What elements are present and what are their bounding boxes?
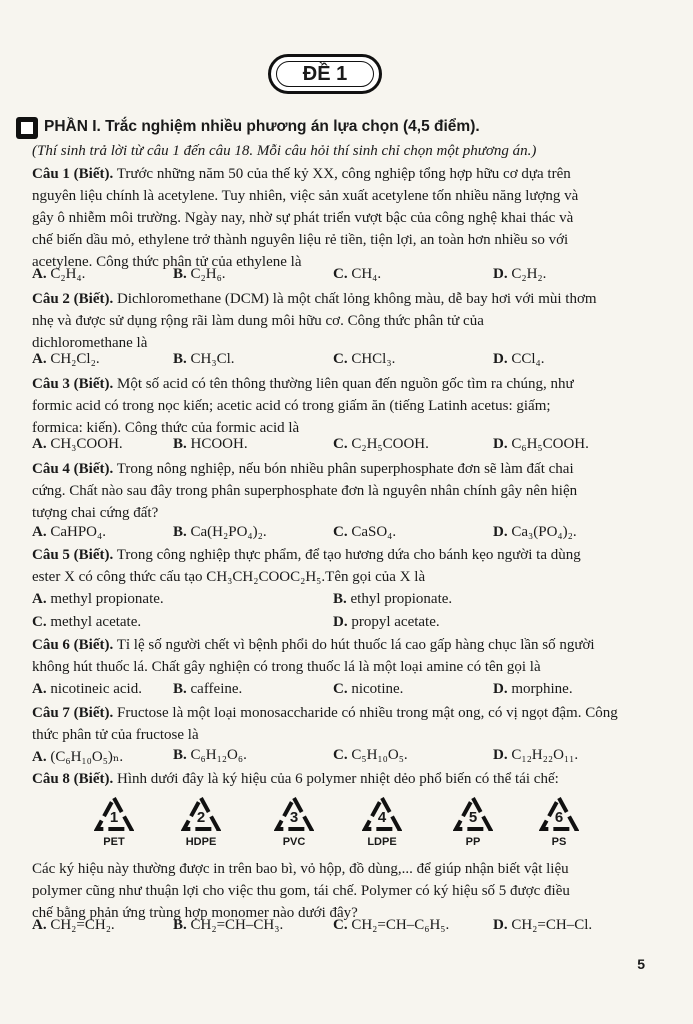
question-text: Hình dưới đây là ký hiệu của 6 polymer nhiệt dẻo phổ biến có thể tái chế: [113,771,559,787]
option-a: A. nicotineic acid. [32,681,142,697]
option-c: C. methyl acetate. [32,614,142,630]
question-text: thức phân tử của fructose là [32,727,199,743]
question-text: nguyên liệu chính là acetylene. Tuy nhiên, việc sản xuất acetylene tốn nhiều năng lượng và [32,188,579,204]
recycle-symbol-pp: 5 PP [445,795,501,855]
option-d: D. Ca₃(PO₄)₂. [493,524,577,540]
recycle-symbol-ldpe: 4 LDPE [354,795,410,855]
option-b: B. C₂H₆. [173,266,226,282]
option-b: B. ethyl propionate. [333,591,453,607]
option-d: D. propyl acetate. [333,614,440,630]
option-d: D. C₁₂H₂₂O₁₁. [493,747,579,763]
page-number: 5 [637,956,645,972]
option-d: D. C₆H₅COOH. [493,436,589,452]
question-text: Trước những năm 50 của thế kỷ XX, công nghiệp tổng hợp hữu cơ dựa trên [113,166,571,182]
question-7 [32,704,618,722]
question-text: không hút thuốc lá. Chất gây nghiện có trong thuốc lá là một loại amine có tên gọi là [32,659,541,675]
question-text: chế biến dầu mỏ, ethylene trở thành nguyên liệu rẻ tiền, tiện lợi, an toàn hơn nhiều so với [32,232,569,248]
book-icon [16,117,38,139]
question-label: Câu 8 (Biết). [32,771,114,787]
option-a: A. (C₆H₁₀O₅)ₙ. [32,749,124,765]
question-6 [32,636,595,654]
question-text: dichloromethane là [32,335,148,351]
question-label: Câu 1 (Biết). [32,166,114,182]
question-text: cứng. Chất nào sau đây trong phân superphosphate đơn là nguyên nhân chính gây nên hiện [32,483,578,499]
question-text: Trong nông nghiệp, nếu bón nhiều phân superphosphate đơn sẽ làm đất chai [113,461,574,477]
option-c: C. CH₄. [333,266,382,282]
option-d: D. C₂H₂. [493,266,547,282]
option-b: B. C₆H₁₂O₆. [173,747,247,763]
question-1 [32,165,571,183]
question-text: formica: kiến). Công thức của formic acid là [32,420,300,436]
question-4 [32,460,574,478]
option-a: A. CH₂=CH₂. [32,917,115,933]
option-d: D. morphine. [493,681,573,697]
exam-title-badge [268,54,382,94]
question-text: Dichloromethane (DCM) là một chất lỏng không màu, dễ bay hơi với mùi thơm [113,291,597,307]
option-c: C. CH₂=CH–C₆H₅. [333,917,450,933]
option-c: C. CaSO₄. [333,524,397,540]
option-b: B. CH₃Cl. [173,351,235,367]
question-label: Câu 5 (Biết). [32,547,114,563]
question-text: nhẹ và được sử dụng rộng rãi làm dung môi hữu cơ. Công thức phân tử của [32,313,484,329]
option-c: C. C₂H₅COOH. [333,436,429,452]
question-text: ester X có công thức cấu tạo CH₃CH₂COOC₂H₅.Tên gọi của X là [32,569,426,585]
option-c: C. CHCl₃. [333,351,396,367]
recycle-symbol-pet: 1 PET [86,795,142,855]
question-text: gây ô nhiễm môi trường. Ngày nay, nhờ sự phát triển vượt bậc của công nghệ khai thác và [32,210,574,226]
recycle-symbol-ps: 6 PS [531,795,587,855]
question-text: formic acid có trong nọc kiến; acetic acid có trong giấm ăn (tiếng Latinh acetus: giấm; [32,398,551,414]
question-8 [32,770,559,788]
option-a: A. C₂H₄. [32,266,86,282]
option-c: C. C₅H₁₀O₅. [333,747,408,763]
section-note: (Thí sinh trả lời từ câu 1 đến câu 18. Mỗi câu hỏi thí sinh chỉ chọn một phương án.) [32,143,537,159]
recycle-symbol-pvc: 3 PVC [266,795,322,855]
question-label: Câu 4 (Biết). [32,461,114,477]
question-text: Các ký hiệu này thường được in trên bao bì, vỏ hộp, đồ dùng,... để giúp nhận biết vật liệu [32,861,569,877]
question-2 [32,290,597,308]
option-a: A. CH₃COOH. [32,436,123,452]
exam-title: ĐỀ 1 [302,63,348,85]
question-text: acetylene. Công thức phân tử của ethylene là [32,254,302,270]
question-text: Một số acid có tên thông thường liên quan đến nguồn gốc tìm ra chúng, như [113,376,574,392]
question-label: Câu 7 (Biết). [32,705,114,721]
question-text: polymer cũng như thuận lợi cho việc thu gom, tái chế. Polymer có ký hiệu số 5 được điều [32,883,570,899]
recycle-symbol-hdpe: 2 HDPE [173,795,229,855]
option-a: A. CaHPO₄. [32,524,106,540]
option-a: A. methyl propionate. [32,591,164,607]
question-label: Câu 6 (Biết). [32,637,114,653]
option-b: B. Ca(H₂PO₄)₂. [173,524,267,540]
question-text: chế bằng phản ứng trùng hợp monomer nào dưới đây? [32,905,358,921]
option-d: D. CCl₄. [493,351,545,367]
option-b: B. HCOOH. [173,436,248,452]
question-3 [32,375,574,393]
question-text: Tỉ lệ số người chết vì bệnh phổi do hút thuốc lá cao gấp hàng chục lần số người [113,637,595,653]
question-label: Câu 3 (Biết). [32,376,114,392]
option-d: D. CH₂=CH–Cl. [493,917,593,933]
option-c: C. nicotine. [333,681,404,697]
question-text: Fructose là một loại monosaccharide có nhiều trong mật ong, có vị ngọt đậm. Công [113,705,618,721]
option-b: B. caffeine. [173,681,243,697]
question-text: tượng chai cứng đất? [32,505,159,521]
option-a: A. CH₂Cl₂. [32,351,100,367]
question-5 [32,546,581,564]
option-b: B. CH₂=CH–CH₃. [173,917,284,933]
question-text: Trong công nghiệp thực phẩm, để tạo hương dứa cho bánh kẹo người ta dùng [113,547,581,563]
question-label: Câu 2 (Biết). [32,291,114,307]
section-title: PHẦN I. Trắc nghiệm nhiều phương án lựa chọn (4,5 điểm). [44,118,480,135]
